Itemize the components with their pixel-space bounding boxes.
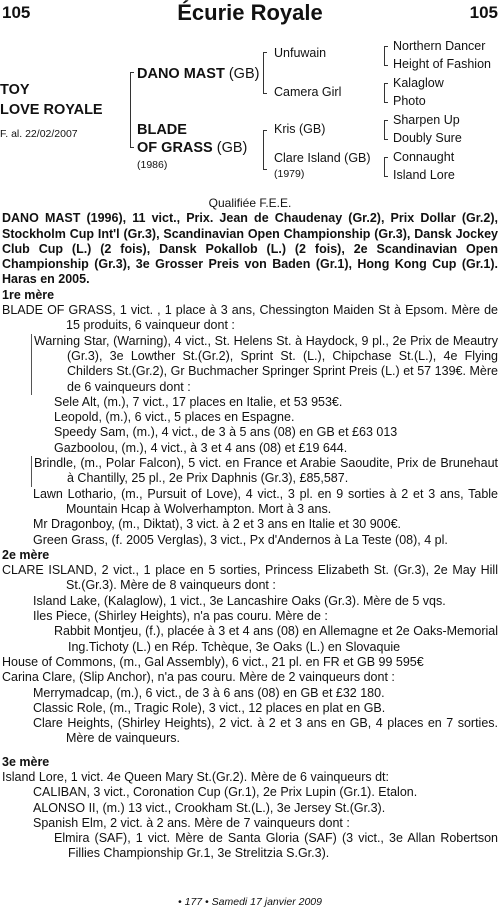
grandsire-1: Unfuwain (274, 46, 327, 60)
great-grandparent-4: Photo (393, 94, 426, 108)
produce-alonso: ALONSO II, (m.) 13 vict., Crookham St.(L.), 3e Jersey St.(Gr.3). (33, 800, 386, 815)
produce-house-of-commons: House of Commons, (m., Gal Assembly), 6 vict., 21 pl. en FR et GB 99 595€ (2, 654, 424, 669)
great-grandparent-7: Connaught (393, 150, 455, 164)
first-dam-text: BLADE OF GRASS, 1 vict. , 1 place à 3 ans, Chessington Maiden St à Epsom. Mère de 15 produits, 6 vainqueur dont : (2, 303, 498, 333)
produce-speedy-sam: Speedy Sam, (m.), 4 vict., de 3 à 5 ans (08) en GB et £63 013 (54, 425, 398, 440)
bracket-gg4 (384, 157, 388, 177)
produce-caliban: CALIBAN, 3 vict., Coronation Cup (Gr.1), 2e Prix Lupin (Gr.1). Etalon. (33, 785, 418, 800)
bracket-parents (130, 72, 134, 148)
grandsire-2: Kris (GB) (274, 122, 326, 136)
produce-clare-heights: Clare Heights, (Shirley Heights), 2 vict. à 2 et 3 ans en GB, 4 places en 7 sorties. Mère de vainqueurs. (33, 716, 498, 746)
page-number-right: 105 (469, 3, 498, 22)
bracket-sire (263, 52, 267, 94)
bracket-gg2 (384, 83, 388, 103)
produce-elmira: Elmira (SAF), 1 vict. Mère de Santa Gloria (SAF) (3 vict., 3e Allan Robertson Fillies Championship Gr.1, 3e Strelitzia S.Gr.3). (54, 831, 498, 861)
produce-rabbit-montjeu: Rabbit Montjeu, (f.), placée à 3 et 4 ans (08) en Allemagne et 2e Oaks-Memorial Ing.Tichoty (L.) en Rép. Tchèque, 3e Oaks (L.) en Slovaquie (54, 624, 498, 654)
third-dam-text: Island Lore, 1 vict. 4e Queen Mary St.(Gr.2). Mère de 6 vainqueurs dt: (2, 769, 389, 784)
dam-year: (1986) (137, 159, 168, 171)
produce-gazboolou: Gazboolou, (m.), 4 vict., à 3 et 4 ans (08) et £19 644. (54, 440, 348, 455)
page-number-left: 105 (2, 3, 31, 22)
bracket-gg1 (384, 46, 388, 66)
produce-merrymadcap: Merrymadcap, (m.), 6 vict., de 3 à 6 ans (08) en GB et £32 180. (33, 685, 385, 700)
horse-name-line2: LOVE ROYALE (0, 102, 103, 118)
great-grandparent-8: Island Lore (393, 168, 455, 182)
produce-spanish-elm: Spanish Elm, 2 vict. à 2 ans. Mère de 7 vainqueurs dont : (33, 815, 350, 830)
produce-sele-alt: Sele Alt, (m.), 7 vict., 17 places en Italie, et 53 953€. (54, 394, 343, 409)
granddam-2: Clare Island (GB) (274, 151, 371, 165)
third-dam-heading: 3e mère (2, 754, 50, 769)
sire-record: DANO MAST (1996), 11 vict., Prix. Jean de Chaudenay (Gr.2), Prix Dollar (Gr.2), Stockholm Cup Int'l (Gr.3), Scandinavian Open Championship (Gr.3), Dansk Jockey Club Cup (L.) (2 fois), Dansk Pokallob (L.) (2 fois), 2e Scandinavian Open Championship (Gr.3), 3e Grosser Preis von Baden (Gr.1), Hong Kong Cup (Gr.1). Haras en 2005. (2, 211, 498, 287)
produce-leopold: Leopold, (m.), 6 vict., 5 places en Espagne. (54, 410, 295, 425)
granddam-2-year: (1979) (274, 168, 305, 180)
dam-name-line2: OF GRASS (GB) (137, 140, 248, 156)
produce-classic-role: Classic Role, (m., Tragic Role), 3 vict., 12 places en plat en GB. (33, 700, 386, 715)
page-header (0, 0, 500, 26)
second-dam-text: CLARE ISLAND, 2 vict., 1 place en 5 sorties, Princess Elizabeth St. (Gr.3), 2e May Hill St.(Gr.3). Mère de 8 vainqueurs dont : (2, 563, 498, 593)
produce-brindle: Brindle, (m., Polar Falcon), 5 vict. en France et Arabie Saoudite, Prix de Brunehaut à Chantilly, 25 pl., 2e Prix Daphnis (Gr.3), £85,587. (31, 456, 498, 487)
produce-lawn-lothario: Lawn Lothario, (m., Pursuit of Love), 4 vict., 3 pl. en 9 sorties à 2 et 3 ans, Table Mountain Hcap à Wolverhampton. Mort à 3 ans. (33, 486, 498, 516)
bracket-gg3 (384, 120, 388, 140)
second-dam-heading: 2e mère (2, 547, 50, 562)
body-text (2, 196, 498, 862)
dam-name-line1: BLADE (137, 122, 187, 138)
page-title: Écurie Royale (177, 0, 323, 25)
bracket-dam (263, 130, 267, 170)
great-grandparent-3: Kalaglow (393, 76, 444, 90)
produce-iles-piece: Iles Piece, (Shirley Heights), n'a pas couru. Mère de : (33, 609, 328, 624)
great-grandparent-5: Sharpen Up (393, 113, 460, 127)
first-dam-heading: 1re mère (2, 287, 55, 302)
produce-green-grass: Green Grass, (f. 2005 Verglas), 3 vict., Px d'Andernos à La Teste (08), 4 pl. (33, 532, 448, 547)
produce-mr-dragonboy: Mr Dragonboy, (m., Diktat), 3 vict. à 2 et 3 ans en Italie et 30 900€. (33, 517, 401, 532)
qualification: Qualifiée F.E.E. (208, 196, 292, 210)
produce-carina-clare: Carina Clare, (Slip Anchor), n'a pas couru. Mère de 2 vainqueurs dont : (2, 670, 395, 685)
great-grandparent-6: Doubly Sure (393, 131, 462, 145)
horse-name-line1: TOY (0, 82, 30, 98)
page-footer: • 177 • Samedi 17 janvier 2009 (178, 896, 322, 908)
great-grandparent-1: Northern Dancer (393, 39, 486, 53)
horse-info: F. al. 22/02/2007 (0, 128, 78, 140)
produce-island-lake: Island Lake, (Kalaglow), 1 vict., 3e Lancashire Oaks (Gr.3). Mère de 5 vqs. (33, 593, 446, 608)
great-grandparent-2: Height of Fashion (393, 57, 491, 71)
sire-name: DANO MAST (GB) (137, 66, 260, 82)
pedigree-table (0, 32, 500, 187)
produce-warning-star: Warning Star, (Warning), 4 vict., St. Helens St. à Haydock, 9 pl., 2e Prix de Meautry (Gr.3), 3e Lowther St.(Gr.2), Sprint St. (L.), Chipchase St.(L.), 4e Flying Childers St.(Gr.2), Gr Buchmacher Springer Sprint Preis (L.) et 57 139€. Mère de 6 vainqueurs dont : (31, 334, 498, 395)
granddam-1: Camera Girl (274, 85, 342, 99)
